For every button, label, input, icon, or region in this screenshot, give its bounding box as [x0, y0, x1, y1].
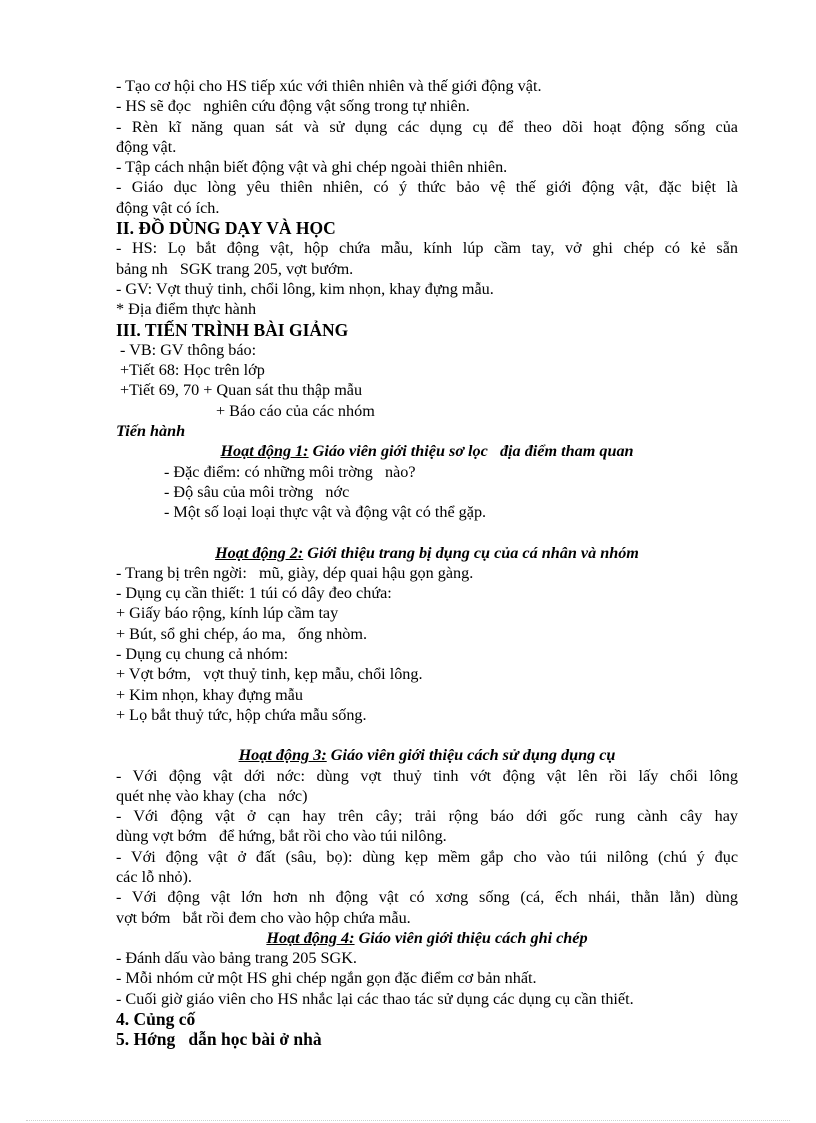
objective-line: động vật.	[116, 137, 177, 156]
activity-line: dùng vợt bớm để hứng, bắt rồi cho vào túi nilông.	[116, 827, 447, 846]
subheading-tien-hanh: Tiến hành	[116, 422, 186, 441]
materials-line: - GV: Vợt thuỷ tinh, chổi lông, kim nhọn, khay đựng mẫu.	[116, 279, 494, 298]
section-heading-procedure: III. TIẾN TRÌNH BÀI GIẢNG	[116, 319, 349, 340]
activity-line: - Với động vật ở đất (sâu, bọ): dùng kẹp mềm gắp cho vào túi nilông (chú ý đục	[116, 847, 738, 866]
activity-line: - Với động vật dới nớc: dùng vợt thuỷ tinh vớt động vật lên rồi lấy chổi lông	[116, 766, 738, 785]
activity-3-heading	[116, 745, 738, 765]
activity-label: Hoạt động 4:	[266, 928, 355, 947]
activity-line: + Giấy báo rộng, kính lúp cầm tay	[116, 604, 339, 623]
objective-line: - Giáo dục lòng yêu thiên nhiên, có ý thức bảo vệ thế giới động vật, đặc biệt là	[116, 178, 738, 197]
activity-line: - Dụng cụ chung cả nhóm:	[116, 645, 289, 664]
activity-line: + Kim nhọn, khay đựng mẫu	[116, 685, 303, 704]
objective-line: - HS sẽ đọc nghiên cứu động vật sống trong tự nhiên.	[116, 97, 470, 116]
activity-line: - Mỗi nhóm cử một HS ghi chép ngắn gọn đặc điểm cơ bản nhất.	[116, 969, 537, 988]
activity-line: các lỗ nhỏ).	[116, 867, 192, 886]
activity-line: + Bút, sổ ghi chép, áo ma, ống nhòm.	[116, 624, 368, 643]
activity-label: Hoạt động 1:	[220, 442, 309, 461]
spacer	[116, 725, 738, 745]
section-heading-homework: 5. Hớng dẫn học bài ở nhà	[116, 1029, 322, 1050]
materials-line: * Địa điểm thực hành	[116, 300, 257, 319]
activity-line: - Trang bị trên ngời: mũ, giày, dép quai hậu gọn gàng.	[116, 563, 474, 582]
activity-line: - Độ sâu của môi trờng nớc	[164, 482, 350, 501]
procedure-line: - VB: GV thông báo:	[116, 340, 257, 359]
materials-line: bảng nh SGK trang 205, vợt bướm.	[116, 259, 354, 278]
activity-line: - Đặc điểm: có những môi trờng nào?	[164, 462, 416, 481]
section-heading-consolidation: 4. Củng cố	[116, 1009, 196, 1030]
activity-line: + Lọ bắt thuỷ tức, hộp chứa mẫu sống.	[116, 705, 367, 724]
procedure-line: +Tiết 68: Học trên lớp	[116, 361, 265, 380]
activity-label: Hoạt động 2:	[215, 543, 304, 562]
activity-label: Hoạt động 3:	[238, 746, 327, 765]
activity-line: - Dụng cụ cần thiết: 1 túi có dây đeo chứa:	[116, 584, 392, 603]
activity-2-heading	[116, 543, 738, 563]
procedure-line: +Tiết 69, 70 + Quan sát thu thập mẫu	[116, 381, 363, 400]
activity-4-heading	[116, 928, 738, 948]
activity-title: Giáo viên giới thiệu cách sử dụng dụng cụ	[326, 746, 616, 765]
objective-line: - Tập cách nhận biết động vật và ghi chép ngoài thiên nhiên.	[116, 158, 508, 177]
activity-line: vợt bớm bắt rồi đem cho vào hộp chứa mẫu.	[116, 908, 411, 927]
procedure-line: + Báo cáo của các nhóm	[216, 401, 375, 420]
objective-line: - Rèn kĩ năng quan sát và sử dụng các dụng cụ để theo dõi hoạt động sống của	[116, 117, 738, 136]
activity-line: - Với động vật ở cạn hay trên cây; trải rộng báo dới gốc rung cành cây hay	[116, 807, 738, 826]
activity-line: - Cuối giờ giáo viên cho HS nhắc lại các thao tác sử dụng các dụng cụ cần thiết.	[116, 989, 634, 1008]
section-heading-materials: II. ĐỒ DÙNG DẠY VÀ HỌC	[116, 218, 336, 239]
spacer	[116, 523, 738, 543]
activity-1-heading	[116, 441, 738, 461]
activity-line: + Vợt bớm, vợt thuỷ tinh, kẹp mẫu, chổi lông.	[116, 665, 423, 684]
activity-title: Giáo viên giới thiệu cách ghi chép	[354, 928, 588, 947]
page-bottom-rule	[26, 1120, 790, 1121]
materials-line: - HS: Lọ bắt động vật, hộp chứa mẫu, kính lúp cầm tay, vở ghi chép có kẻ sẵn	[116, 239, 738, 258]
activity-title: Giới thiệu trang bị dụng cụ của cá nhân và nhóm	[303, 543, 639, 562]
activity-line: - Với động vật lớn hơn nh động vật có xơng sống (cá, ếch nhái, thằn lằn) dùng	[116, 888, 738, 907]
activity-line: - Đánh dấu vào bảng trang 205 SGK.	[116, 949, 357, 968]
document-body	[116, 76, 738, 1050]
activity-title: Giáo viên giới thiệu sơ lọc địa điểm tham quan	[308, 442, 634, 461]
objective-line: động vật có ích.	[116, 198, 220, 217]
activity-line: - Một số loại loại thực vật và động vật có thể gặp.	[164, 503, 487, 522]
objective-line: - Tạo cơ hội cho HS tiếp xúc với thiên nhiên và thế giới động vật.	[116, 77, 542, 95]
activity-line: quét nhẹ vào khay (cha nớc)	[116, 786, 308, 805]
